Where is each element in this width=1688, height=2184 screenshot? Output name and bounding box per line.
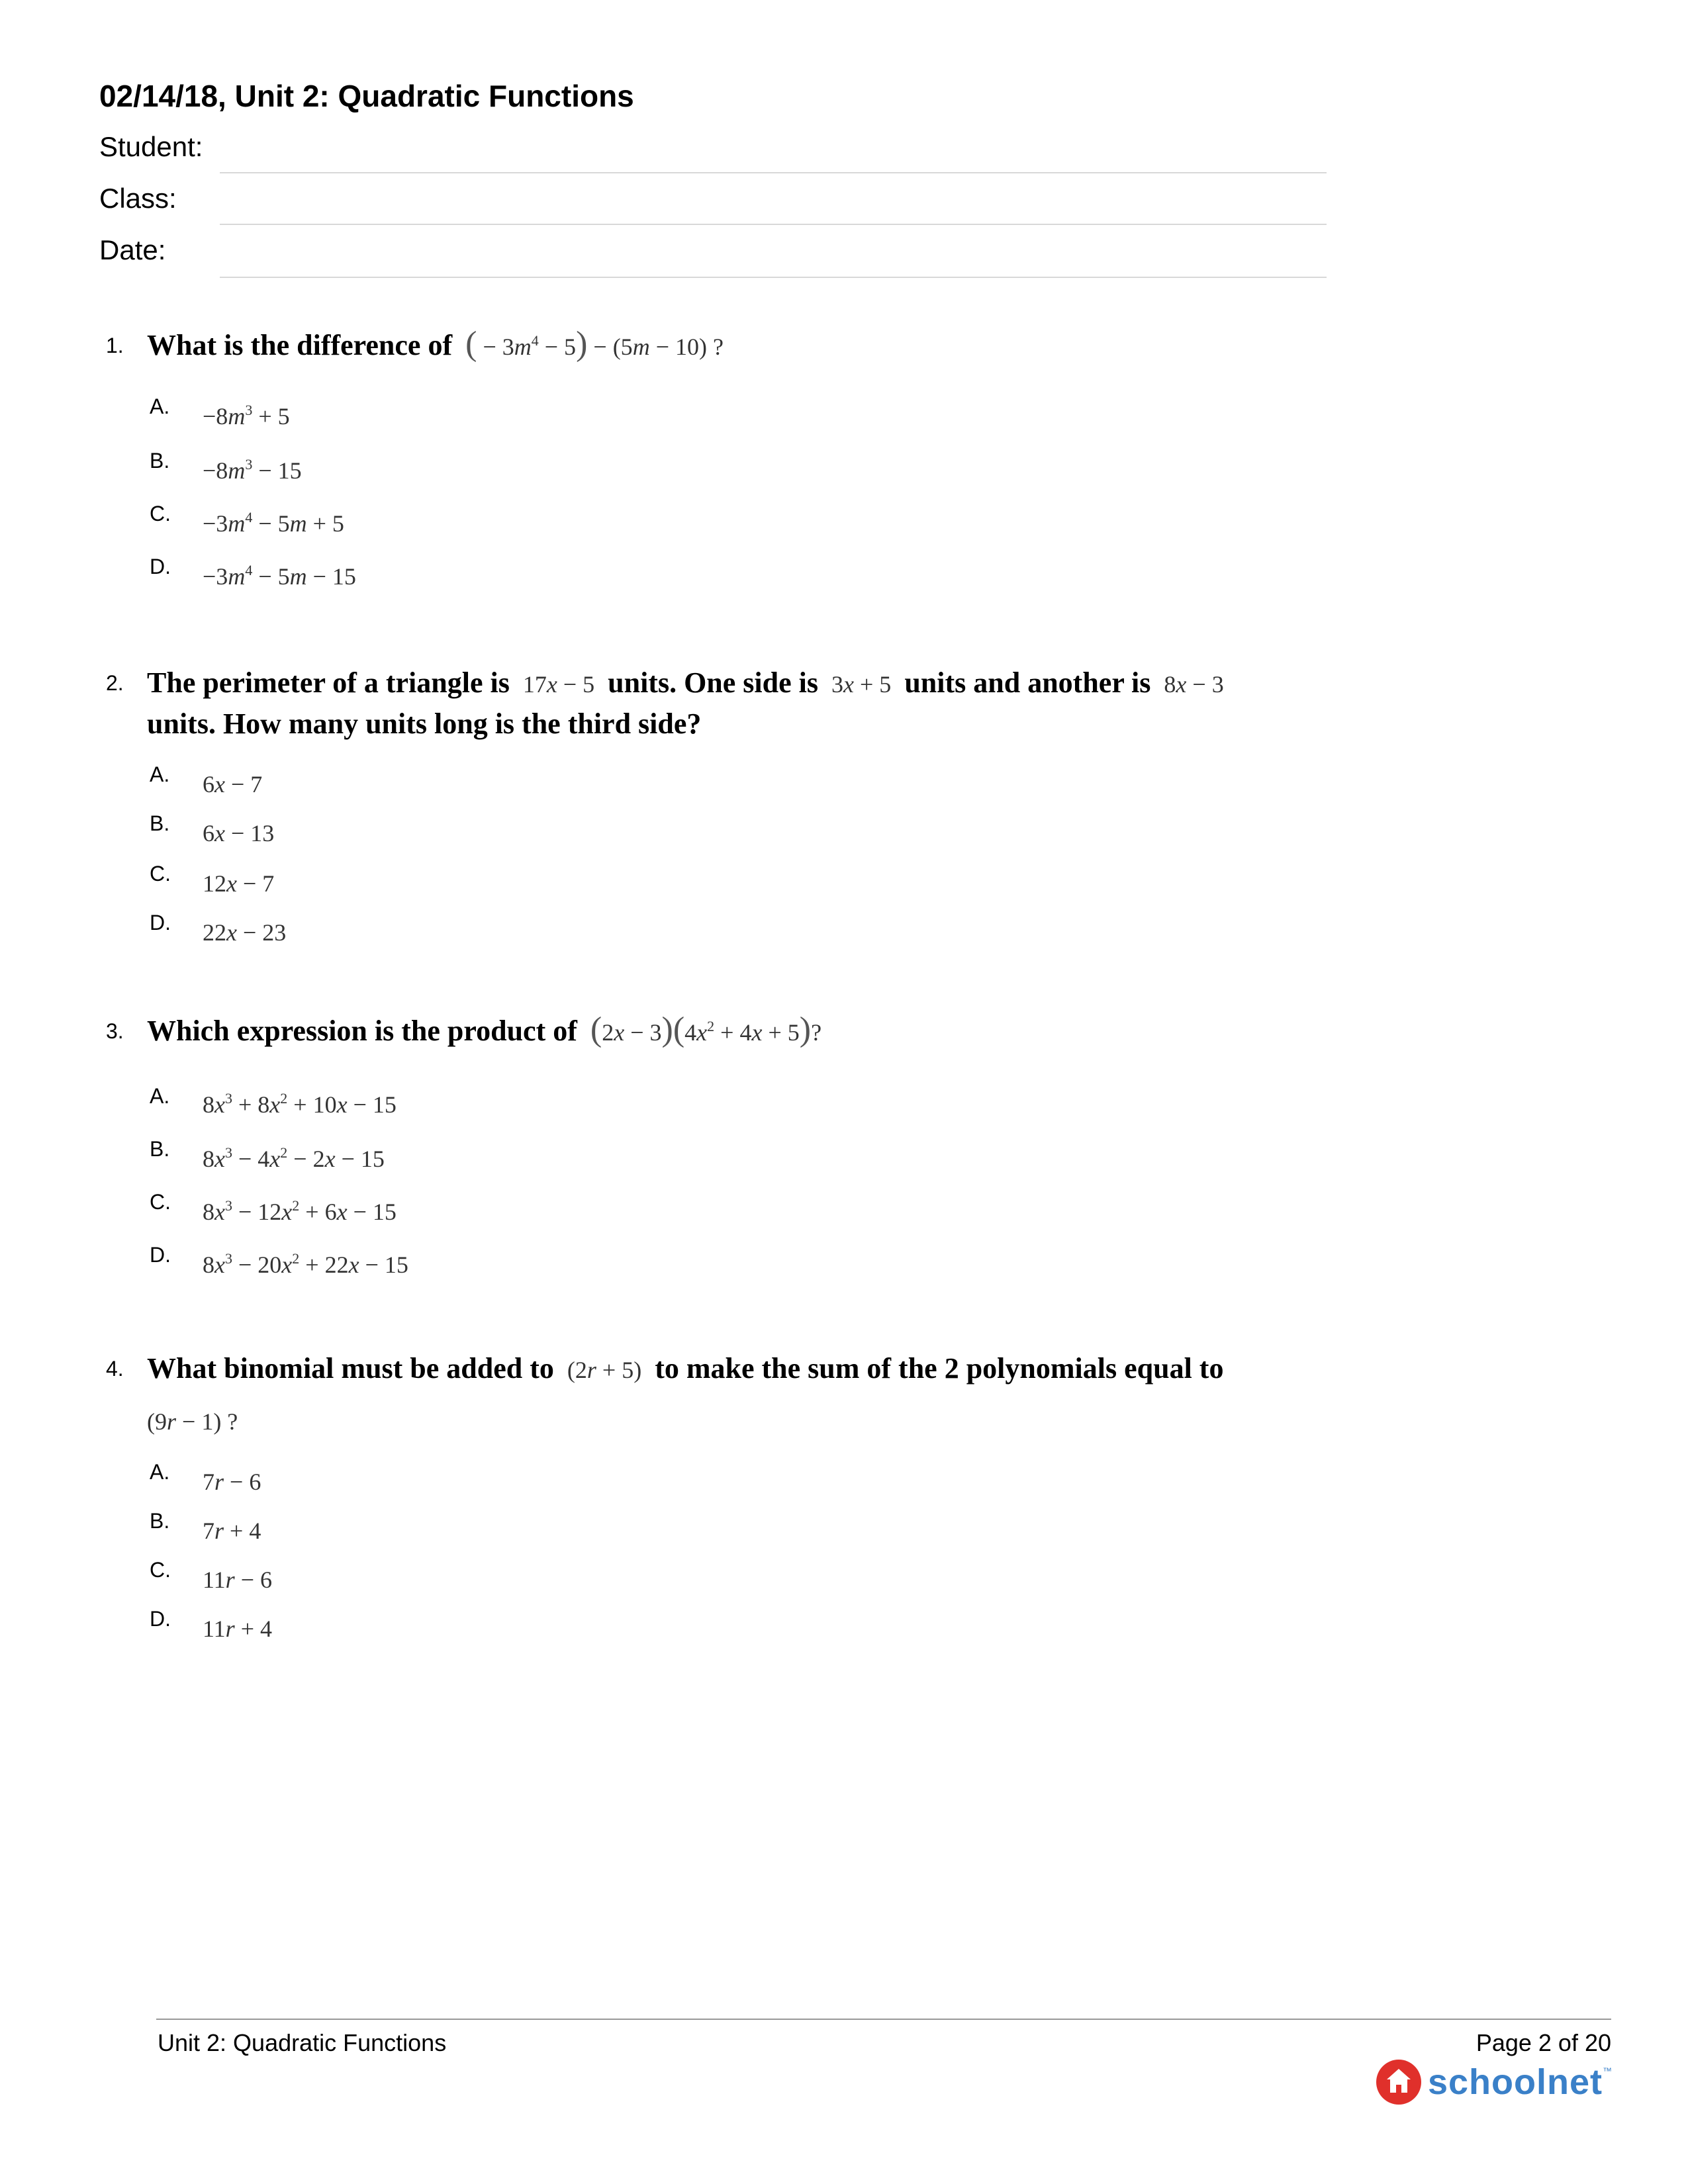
footer-unit-title: Unit 2: Quadratic Functions: [158, 2029, 447, 2056]
date-label: Date:: [99, 234, 166, 265]
option-letter: A.: [150, 1084, 170, 1108]
option-letter: A.: [150, 1460, 170, 1484]
option-letter: C.: [150, 502, 171, 525]
q3-option-b[interactable]: $8x^3 - 4x^2 - 2x - 15$: [203, 1144, 385, 1172]
logo-text: schoolnet: [1427, 2062, 1603, 2102]
q3-option-c[interactable]: $8x^3 - 12x^2 + 6x - 15$: [203, 1197, 397, 1225]
question-4-text-line2: [147, 1403, 238, 1437]
option-letter: B.: [150, 449, 170, 473]
question-2-text-line2: units. How many units long is the third side?: [147, 707, 702, 740]
q2-option-c[interactable]: 12x − 7: [203, 870, 275, 897]
q2-option-d[interactable]: 22x − 23: [203, 919, 287, 946]
q3-option-a[interactable]: $8x^3 + 8x^2 + 10x - 15$: [203, 1090, 397, 1118]
q1-option-a[interactable]: $-8m^3 + 5$: [203, 402, 290, 430]
question-3-text: [147, 1011, 822, 1048]
option-letter: D.: [150, 1607, 171, 1631]
question-2-text-line1: [147, 666, 1224, 700]
q4-option-a[interactable]: 7r − 6: [203, 1469, 261, 1495]
question-number: 3.: [106, 1019, 124, 1043]
side-two-expression: 8x − 3: [1158, 671, 1224, 698]
house-icon: [1376, 2060, 1421, 2105]
question-2-prompt-c: units and another is: [904, 666, 1151, 699]
question-4-prompt-b: to make the sum of the 2 polynomials equal to: [655, 1352, 1224, 1385]
q4-option-b[interactable]: 7r + 4: [203, 1518, 261, 1544]
option-letter: B.: [150, 811, 170, 835]
page-number: Page 2 of 20: [1476, 2029, 1611, 2056]
date-field[interactable]: [220, 277, 1327, 278]
q1-option-b[interactable]: $-8m^3 - 15$: [203, 456, 302, 484]
question-number: 1.: [106, 334, 124, 357]
student-field[interactable]: [220, 172, 1327, 173]
page-title: 02/14/18, Unit 2: Quadratic Functions: [99, 79, 634, 113]
class-label: Class:: [99, 183, 177, 214]
option-letter: D.: [150, 1243, 171, 1267]
q2-option-b[interactable]: 6x − 13: [203, 820, 275, 846]
question-1-text: [147, 325, 724, 363]
option-letter: B.: [150, 1509, 170, 1533]
addend-expression: (2r + 5): [561, 1357, 648, 1383]
option-letter: D.: [150, 555, 171, 578]
q3-option-d[interactable]: $8x^3 - 20x^2 + 22x - 15$: [203, 1250, 408, 1278]
option-letter: D.: [150, 911, 171, 934]
schoolnet-logo: [1376, 2057, 1613, 2107]
question-number: 2.: [106, 671, 124, 695]
question-1-expression: ( − $3m^4 - 5) - (5m - 10)$ ?: [465, 325, 724, 363]
question-3-prompt: Which expression is the product of: [147, 1015, 577, 1047]
question-4-prompt-a: What binomial must be added to: [147, 1352, 554, 1385]
option-letter: C.: [150, 862, 171, 886]
question-4-text-line1: [147, 1351, 1223, 1385]
option-letter: A.: [150, 762, 170, 786]
q1-option-c[interactable]: $-3m^4 - 5m + 5$: [203, 509, 344, 537]
option-letter: A.: [150, 394, 170, 418]
question-1-prompt: What is the difference of: [147, 329, 453, 361]
target-sum-expression: (9r − 1) ?: [147, 1408, 238, 1435]
q1-option-d[interactable]: $-3m^4 - 5m - 15$: [203, 562, 356, 590]
class-field[interactable]: [220, 224, 1327, 225]
student-label: Student:: [99, 131, 203, 162]
q4-option-c[interactable]: 11r − 6: [203, 1567, 272, 1593]
q4-option-d[interactable]: 11r + 4: [203, 1615, 272, 1642]
question-3-expression: $(2x - 3)(4x^2 + 4x + 5)$?: [590, 1011, 822, 1048]
option-letter: C.: [150, 1558, 171, 1582]
side-one-expression: 3x + 5: [825, 671, 898, 698]
trademark-icon: ™: [1603, 2066, 1613, 2076]
q2-option-a[interactable]: 6x − 7: [203, 771, 263, 797]
footer-divider: [156, 2019, 1611, 2020]
option-letter: B.: [150, 1137, 170, 1161]
option-letter: C.: [150, 1190, 171, 1214]
logo-wordmark: [1428, 2062, 1613, 2103]
question-2-prompt-b: units. One side is: [608, 666, 819, 699]
question-2-prompt-a: The perimeter of a triangle is: [147, 666, 510, 699]
perimeter-expression: 17x − 5: [516, 671, 601, 698]
question-number: 4.: [106, 1357, 124, 1381]
